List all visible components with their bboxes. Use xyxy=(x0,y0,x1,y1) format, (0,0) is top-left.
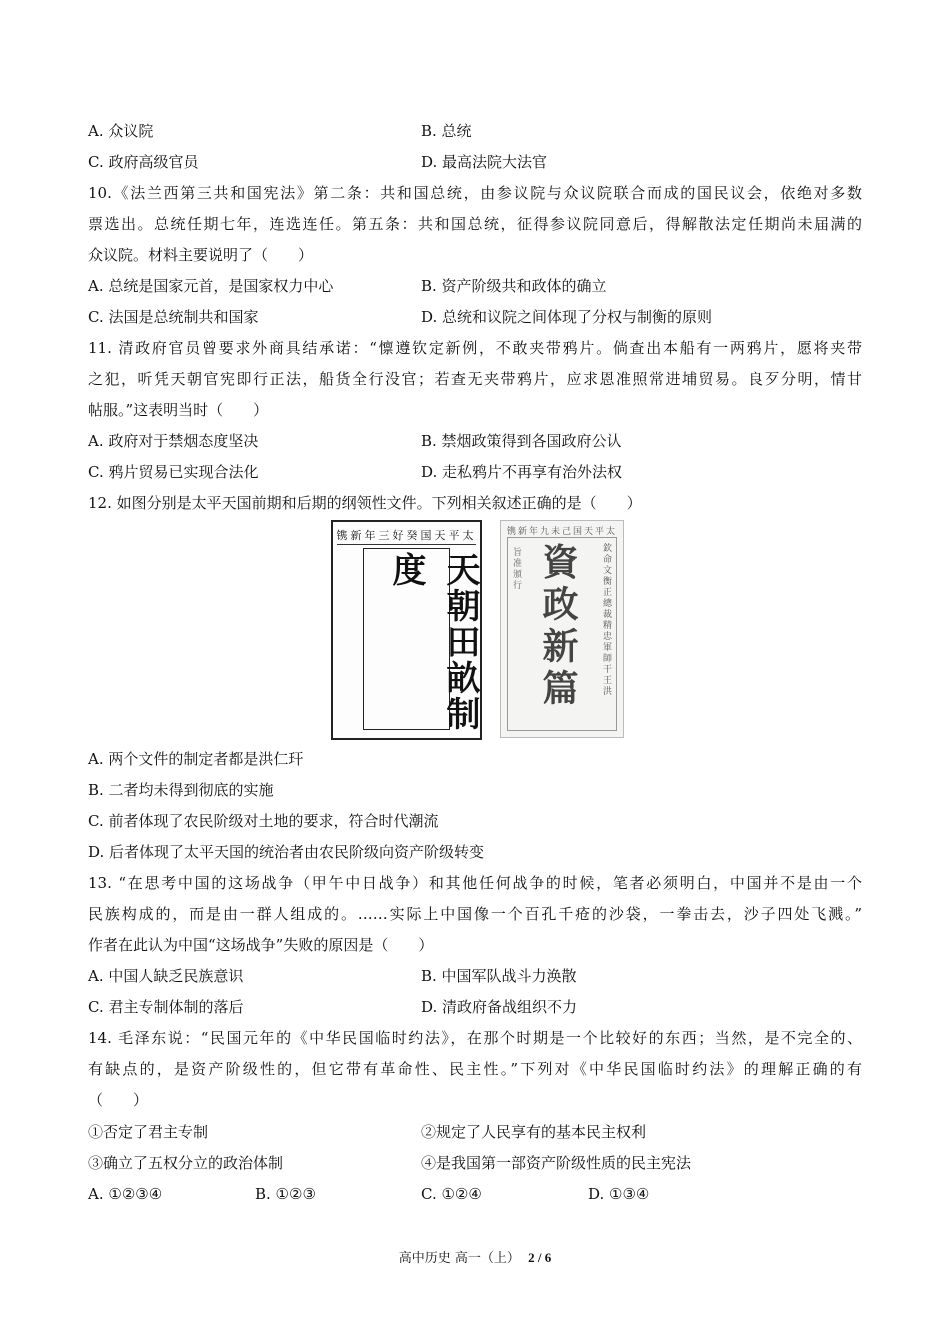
q13-option-a: A. 中国人缺乏民族意识 xyxy=(88,967,244,985)
q14-option-d: D. ①③④ xyxy=(588,1185,650,1203)
q14-statement-1: ①否定了君主专制 xyxy=(88,1123,209,1141)
q11-option-a: A. 政府对于禁烟态度坚决 xyxy=(88,432,259,450)
q13-stem-line-1: 13. “在思考中国的这场战争（甲午中日战争）和其他任何战争的时候，笔者必须明白，中国并不是由一个 xyxy=(88,874,862,892)
q12-stem: 12. 如图分别是太平天国前期和后期的纲领性文件。下列相关叙述正确的是（ ） xyxy=(88,494,642,512)
page-footer xyxy=(0,1247,950,1266)
q12-option-d: D. 后者体现了太平天国的统治者由农民阶级向资产阶级转变 xyxy=(88,843,485,861)
q12-option-a: A. 两个文件的制定者都是洪仁玕 xyxy=(88,750,304,768)
q12-option-c: C. 前者体现了农民阶级对土地的要求，符合时代潮流 xyxy=(88,812,439,830)
zizheng-title: 資政新篇 xyxy=(537,543,579,711)
q10-stem-line-3: 众议院。材料主要说明了（ ） xyxy=(88,246,314,264)
zizheng-xinpian-image xyxy=(500,520,624,738)
zizheng-note: 旨准頒行 xyxy=(511,547,521,591)
q14-stem-line-2: 有缺点的，是资产阶级性的，但它带有革命性、民主性。”下列对《中华民国临时约法》的理解正确的有 xyxy=(88,1060,862,1078)
q11-stem-line-3: 帖服。”这表明当时（ ） xyxy=(88,401,269,419)
q11-option-b: B. 禁烟政策得到各国政府公认 xyxy=(421,432,622,450)
q9-option-c: C. 政府高级官员 xyxy=(88,153,199,171)
page-number: 2 / 6 xyxy=(528,1250,552,1265)
zizheng-side-text: 欽命文衡正總裁精忠軍師干王洪 xyxy=(601,543,611,697)
q9-option-d: D. 最高法院大法官 xyxy=(421,153,548,171)
q9-option-b: B. 总统 xyxy=(421,122,472,140)
footer-subject: 高中历史 高一（上） xyxy=(398,1251,520,1266)
q12-option-b: B. 二者均未得到彻底的实施 xyxy=(88,781,274,799)
q13-option-b: B. 中国军队战斗力涣散 xyxy=(421,967,577,985)
q10-stem-line-2: 票选出。总统任期七年，连选连任。第五条：共和国总统，征得参议院同意后，得解散法定任期尚未届满的 xyxy=(88,215,862,233)
q14-statement-2: ②规定了人民享有的基本民主权利 xyxy=(421,1123,647,1141)
q10-option-d: D. 总统和议院之间体现了分权与制衡的原则 xyxy=(421,308,713,326)
q14-statement-3: ③确立了五权分立的政治体制 xyxy=(88,1154,284,1172)
tianchao-header: 太平天国癸好三年新镌 xyxy=(336,529,477,542)
q11-stem-line-2: 之犯，听凭天朝官宪即行正法，船货全行没官；若查无夹带鸦片，应求恩准照常进埔贸易。良歹分明，情甘 xyxy=(88,370,862,388)
q11-option-c: C. 鸦片贸易已实现合法化 xyxy=(88,463,259,481)
q13-option-d: D. 清政府备战组织不力 xyxy=(421,998,578,1016)
q14-stem-line-3: （ ） xyxy=(88,1091,149,1109)
q10-option-a: A. 总统是国家元首，是国家权力中心 xyxy=(88,277,334,295)
q14-statement-4: ④是我国第一部资产阶级性质的民主宪法 xyxy=(421,1154,692,1172)
q9-option-a: A. 众议院 xyxy=(88,122,154,140)
q14-option-a: A. ①②③④ xyxy=(88,1185,163,1203)
q10-option-c: C. 法国是总统制共和国家 xyxy=(88,308,259,326)
q10-stem-line-1: 10.《法兰西第三共和国宪法》第二条：共和国总统，由参议院与众议院联合而成的国民议会，依绝对多数 xyxy=(88,184,862,202)
q13-stem-line-2: 民族构成的，而是由一群人组成的。……实际上中国像一个百孔千疮的沙袋，一拳击去，沙子四处飞溅。” xyxy=(88,905,862,923)
q14-option-c: C. ①②④ xyxy=(421,1185,482,1203)
q10-option-b: B. 资产阶级共和政体的确立 xyxy=(421,277,607,295)
q11-stem-line-1: 11. 清政府官员曾要求外商具结承诺：“懔遵钦定新例，不敢夹带鸦片。倘查出本船有一两鸦片，愿将夹带 xyxy=(88,339,862,357)
q14-option-b: B. ①②③ xyxy=(255,1185,316,1203)
tianchao-tianmu-zhidu-image xyxy=(331,520,482,740)
tianchao-title: 天朝田畝制度 xyxy=(386,552,480,732)
q14-stem-line-1: 14. 毛泽东说：“民国元年的《中华民国临时约法》，在那个时期是一个比较好的东西；当然，是不完全的、 xyxy=(88,1029,862,1047)
q11-option-d: D. 走私鸦片不再享有治外法权 xyxy=(421,463,623,481)
q13-stem-line-3: 作者在此认为中国“这场战争”失败的原因是（ ） xyxy=(88,936,434,954)
q13-option-c: C. 君主专制体制的落后 xyxy=(88,998,244,1016)
zizheng-header: 太平天国己未九年新镌 xyxy=(506,527,617,537)
